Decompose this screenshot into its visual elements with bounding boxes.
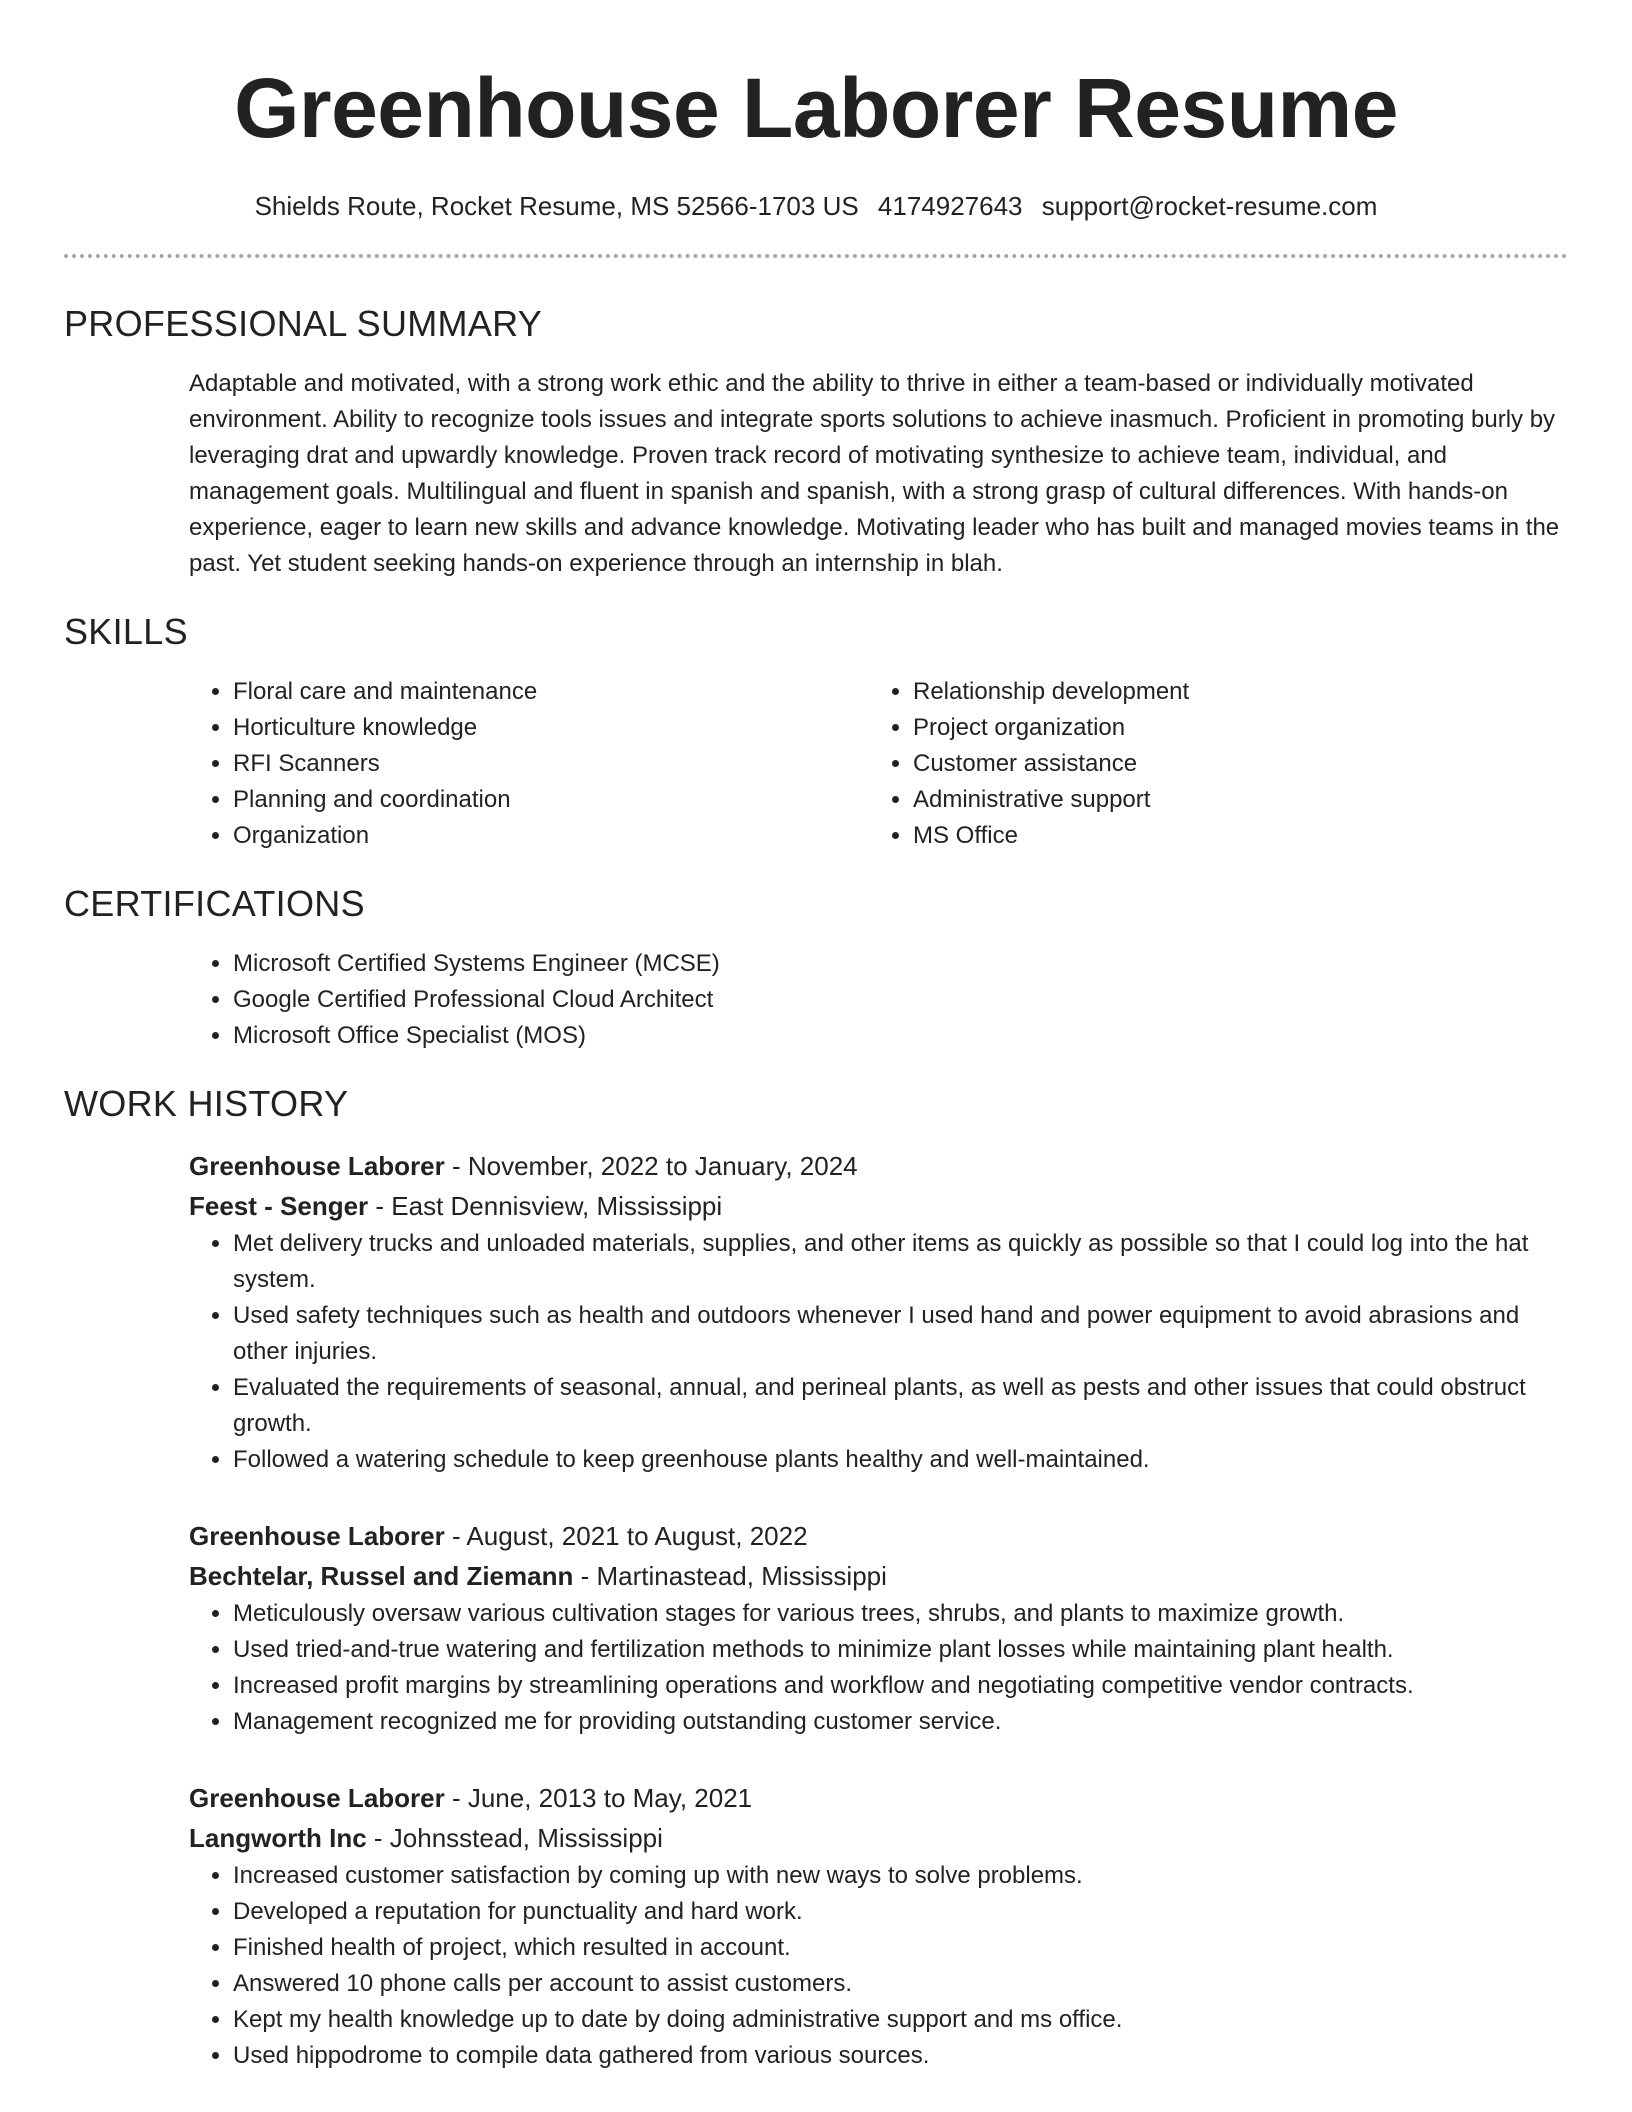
- job-bullets: [189, 1596, 1568, 1740]
- job-bullet: • Management recognized me for providing outstanding customer service.: [233, 1704, 1568, 1740]
- job-bullet: • Increased customer satisfaction by coming up with new ways to solve problems.: [233, 1858, 1568, 1894]
- skill-item: • Organization: [233, 818, 869, 854]
- job-title: Greenhouse Laborer: [189, 1783, 445, 1813]
- job-bullet: • Developed a reputation for punctuality and hard work.: [233, 1894, 1568, 1930]
- job-company-line: [189, 1186, 1568, 1226]
- job-bullet: • Meticulously oversaw various cultivation stages for various trees, shrubs, and plants to maximize growth.: [233, 1596, 1568, 1632]
- resume-page: [64, 0, 1568, 2074]
- job-bullet: • Met delivery trucks and unloaded materials, supplies, and other items as quickly as possible so that I could log into the hat system.: [233, 1226, 1568, 1298]
- header-divider: [64, 254, 1568, 258]
- work-history-heading: WORK HISTORY: [64, 1083, 349, 1124]
- skill-item: • Administrative support: [913, 782, 1549, 818]
- job-bullet: • Used tried-and-true watering and fertilization methods to minimize plant losses while maintaining plant health.: [233, 1632, 1568, 1668]
- skill-item: • MS Office: [913, 818, 1549, 854]
- skills-heading: SKILLS: [64, 611, 188, 652]
- job-company: Bechtelar, Russel and Ziemann: [189, 1561, 574, 1591]
- job-title-line: [189, 1516, 1568, 1556]
- job-dates: - November, 2022 to January, 2024: [444, 1151, 858, 1181]
- skills-list-right: [869, 674, 1549, 854]
- skill-item: • RFI Scanners: [233, 746, 869, 782]
- skills-column-right: [869, 674, 1549, 854]
- skills-section: [64, 610, 1568, 854]
- skill-item: • Customer assistance: [913, 746, 1549, 782]
- summary-heading: PROFESSIONAL SUMMARY: [64, 303, 543, 344]
- certification-item: • Microsoft Office Specialist (MOS): [233, 1018, 1568, 1054]
- job-entry: [189, 1146, 1568, 1478]
- skill-item: • Planning and coordination: [233, 782, 869, 818]
- skills-column-left: [189, 674, 869, 854]
- skill-item: • Horticulture knowledge: [233, 710, 869, 746]
- contact-phone: 4174927643: [877, 191, 1023, 221]
- certifications-heading: CERTIFICATIONS: [64, 883, 365, 924]
- job-bullet: • Evaluated the requirements of seasonal, annual, and perineal plants, as well as pests and other issues that could obstruct growth.: [233, 1370, 1568, 1442]
- job-location: - Martinastead, Mississippi: [573, 1561, 887, 1591]
- job-title-line: [189, 1778, 1568, 1818]
- job-bullets: [189, 1858, 1568, 2074]
- summary-text: Adaptable and motivated, with a strong work ethic and the ability to thrive in either a team-based or individually motivated environment. Ability to recognize tools issues and integrate sports solutions to achieve inasmuch. Proficient in promoting burly by leveraging drat and upwardly knowledge. Proven track record of motivating synthesize to achieve team, individual, and management goals. Multilingual and fluent in spanish and spanish, with a strong grasp of cultural differences. With hands-on experience, eager to learn new skills and advance knowledge. Motivating leader who has built and managed movies teams in the past. Yet student seeking hands-on experience through an internship in blah.: [189, 370, 1560, 577]
- job-bullet: • Increased profit margins by streamlining operations and workflow and negotiating competitive vendor contracts.: [233, 1668, 1568, 1704]
- job-bullet: • Used safety techniques such as health and outdoors whenever I used hand and power equipment to avoid abrasions and other injuries.: [233, 1298, 1568, 1370]
- certifications-section: [64, 882, 1568, 1054]
- job-bullet: • Followed a watering schedule to keep greenhouse plants healthy and well-maintained.: [233, 1442, 1568, 1478]
- job-dates: - August, 2021 to August, 2022: [444, 1521, 808, 1551]
- job-title: Greenhouse Laborer: [189, 1151, 445, 1181]
- job-bullet: • Used hippodrome to compile data gathered from various sources.: [233, 2038, 1568, 2074]
- skill-item: • Relationship development: [913, 674, 1549, 710]
- skill-item: • Project organization: [913, 710, 1549, 746]
- job-bullet: • Answered 10 phone calls per account to assist customers.: [233, 1966, 1568, 2002]
- job-company: Feest - Senger: [189, 1191, 369, 1221]
- contact-line: [64, 188, 1568, 224]
- job-bullets: [189, 1226, 1568, 1478]
- job-bullet: • Kept my health knowledge up to date by doing administrative support and ms office.: [233, 2002, 1568, 2038]
- job-entry: [189, 1516, 1568, 1740]
- certifications-list-wrap: [189, 946, 1568, 1054]
- job-title-line: [189, 1146, 1568, 1186]
- contact-address: Shields Route, Rocket Resume, MS 52566-1703 US: [254, 191, 859, 221]
- skills-list-left: [189, 674, 869, 854]
- job-company-line: [189, 1556, 1568, 1596]
- work-history-section: [64, 1082, 1568, 2074]
- certifications-list: [189, 946, 1568, 1054]
- certification-item: • Microsoft Certified Systems Engineer (MCSE): [233, 946, 1568, 982]
- job-company: Langworth Inc: [189, 1823, 367, 1853]
- job-bullet: • Finished health of project, which resulted in account.: [233, 1930, 1568, 1966]
- job-company-line: [189, 1818, 1568, 1858]
- job-location: - Johnsstead, Mississippi: [366, 1823, 663, 1853]
- certification-item: • Google Certified Professional Cloud Architect: [233, 982, 1568, 1018]
- job-entry: [189, 1778, 1568, 2074]
- job-location: - East Dennisview, Mississippi: [368, 1191, 723, 1221]
- contact-email: support@rocket-resume.com: [1041, 191, 1378, 221]
- resume-title: Greenhouse Laborer Resume: [234, 61, 1398, 155]
- job-title: Greenhouse Laborer: [189, 1521, 445, 1551]
- skill-item: • Floral care and maintenance: [233, 674, 869, 710]
- skills-grid: [189, 674, 1568, 854]
- summary-section: [64, 302, 1568, 582]
- job-dates: - June, 2013 to May, 2021: [444, 1783, 753, 1813]
